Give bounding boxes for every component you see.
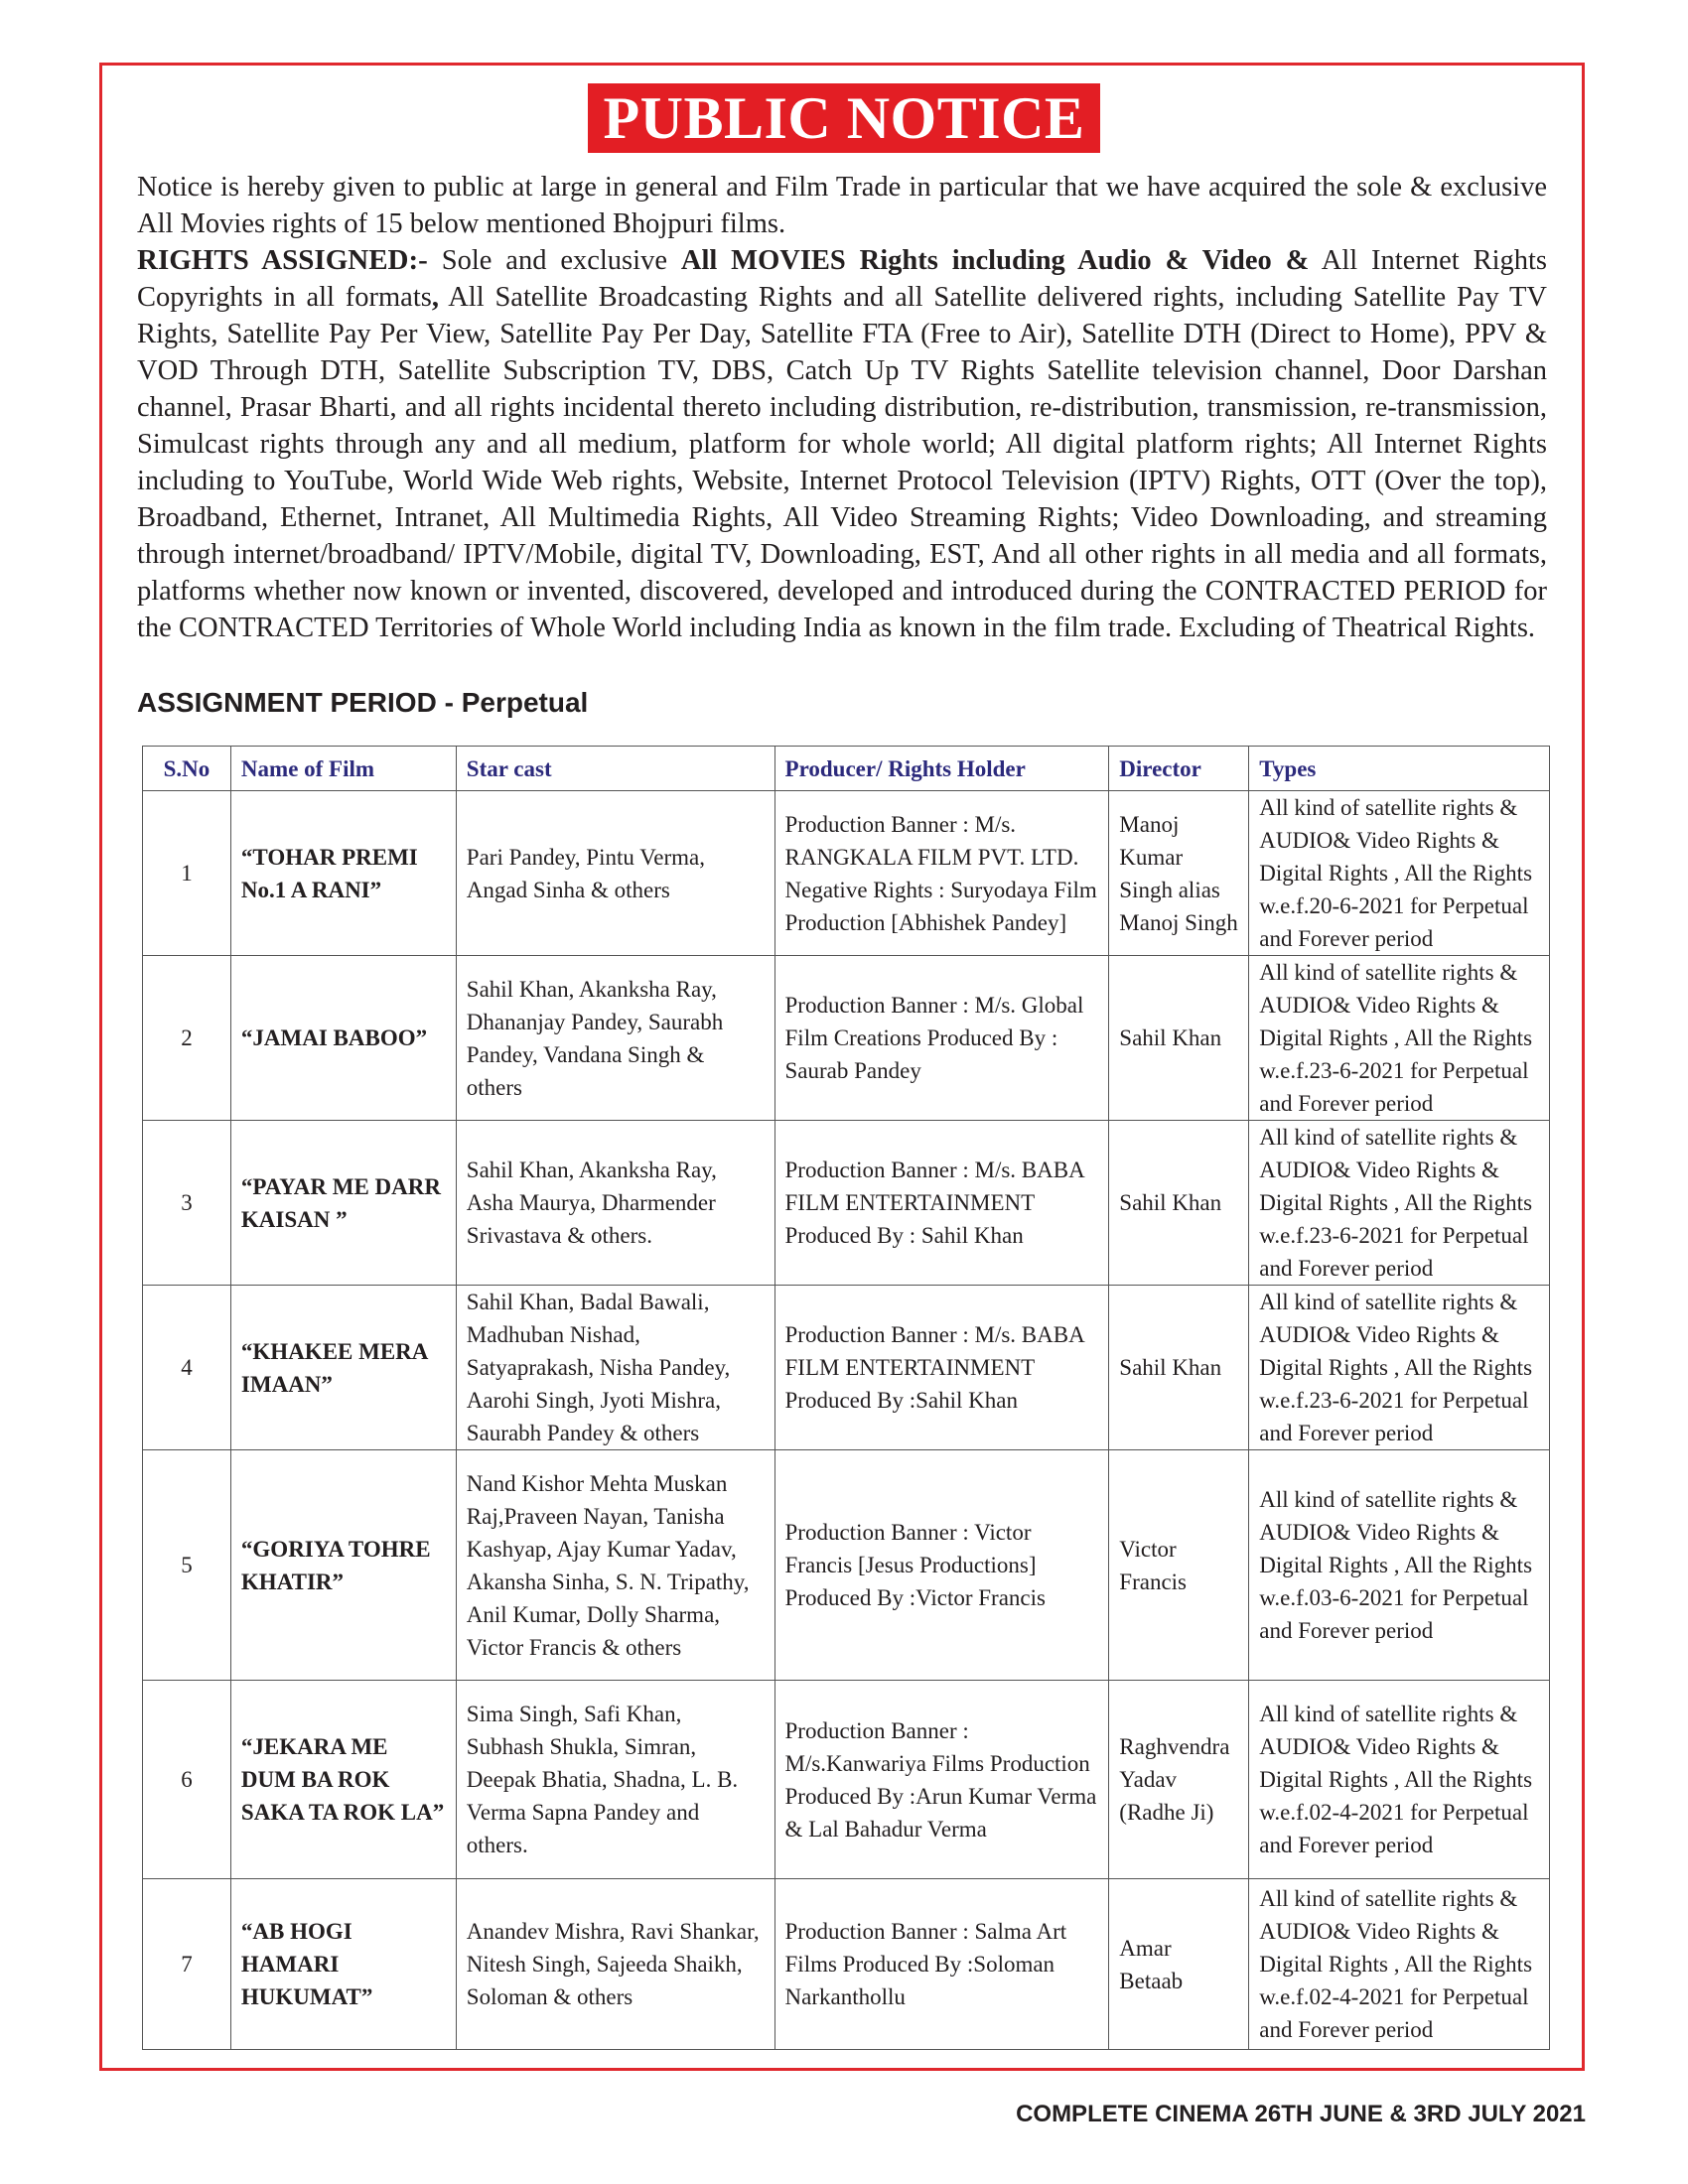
- cell-cast: Pari Pandey, Pintu Verma, Angad Sinha & others: [456, 791, 774, 956]
- publication-footer: COMPLETE CINEMA 26TH JUNE & 3RD JULY 2021: [1016, 2101, 1586, 2127]
- notice-title: PUBLIC NOTICE: [588, 83, 1101, 153]
- cell-types: All kind of satellite rights & AUDIO& Video Rights & Digital Rights , All the Rights w.e.f.20-6-2021 for Perpetual and Forever period: [1249, 791, 1550, 956]
- header-director: Director: [1109, 747, 1249, 791]
- rights-text-1: Sole and exclusive: [441, 245, 667, 276]
- cell-film: “GORIYA TOHRE KHATIR”: [230, 1450, 456, 1681]
- cell-types: All kind of satellite rights & AUDIO& Video Rights & Digital Rights , All the Rights w.e.f.02-4-2021 for Perpetual and Forever period: [1249, 1879, 1550, 2050]
- films-table: [142, 746, 1550, 2050]
- header-types: Types: [1249, 747, 1550, 791]
- cell-film: “AB HOGI HAMARI HUKUMAT”: [230, 1879, 456, 2050]
- cell-director: Amar Betaab: [1109, 1879, 1249, 2050]
- rights-label: RIGHTS ASSIGNED:-: [137, 244, 428, 276]
- cell-film: “JEKARA ME DUM BA ROK SAKA TA ROK LA”: [230, 1681, 456, 1879]
- cell-producer: Production Banner : Salma Art Films Produced By :Soloman Narkanthollu: [774, 1879, 1109, 2050]
- cell-cast: Sahil Khan, Akanksha Ray, Dhananjay Pandey, Saurabh Pandey, Vandana Singh & others: [456, 956, 774, 1121]
- cell-director: Raghvendra Yadav (Radhe Ji): [1109, 1681, 1249, 1879]
- cell-producer: Production Banner : M/s. Global Film Creations Produced By : Saurab Pandey: [774, 956, 1109, 1121]
- cell-sno: 1: [143, 791, 231, 956]
- cell-sno: 6: [143, 1681, 231, 1879]
- cell-sno: 5: [143, 1450, 231, 1681]
- cell-producer: Production Banner : Victor Francis [Jesus Productions] Produced By :Victor Francis: [774, 1450, 1109, 1681]
- cell-cast: Sahil Khan, Akanksha Ray, Asha Maurya, Dharmender Srivastava & others.: [456, 1121, 774, 1286]
- cell-producer: Production Banner : M/s. RANGKALA FILM PVT. LTD. Negative Rights : Suryodaya Film Production [Abhishek Pandey]: [774, 791, 1109, 956]
- title-container: [0, 83, 1688, 153]
- cell-sno: 7: [143, 1879, 231, 2050]
- intro-paragraph: Notice is hereby given to public at large in general and Film Trade in particular that we have acquired the sole & exclusive All Movies rights of 15 below mentioned Bhojpuri films.: [137, 172, 1547, 239]
- cell-director: Manoj Kumar Singh alias Manoj Singh: [1109, 791, 1249, 956]
- cell-producer: Production Banner : M/s. BABA FILM ENTERTAINMENT Produced By : Sahil Khan: [774, 1121, 1109, 1286]
- cell-film: “TOHAR PREMI No.1 A RANI”: [230, 791, 456, 956]
- header-cast: Star cast: [456, 747, 774, 791]
- cell-cast: Sahil Khan, Badal Bawali, Madhuban Nishad, Satyaprakash, Nisha Pandey, Aarohi Singh, Jyoti Mishra, Saurabh Pandey & others: [456, 1286, 774, 1450]
- cell-cast: Sima Singh, Safi Khan, Subhash Shukla, Simran, Deepak Bhatia, Shadna, L. B. Verma Sapna Pandey and others.: [456, 1681, 774, 1879]
- cell-types: All kind of satellite rights & AUDIO& Video Rights & Digital Rights , All the Rights w.e.f.23-6-2021 for Perpetual and Forever period: [1249, 1286, 1550, 1450]
- cell-types: All kind of satellite rights & AUDIO& Video Rights & Digital Rights , All the Rights w.e.f.03-6-2021 for Perpetual and Forever period: [1249, 1450, 1550, 1681]
- cell-types: All kind of satellite rights & AUDIO& Video Rights & Digital Rights , All the Rights w.e.f.02-4-2021 for Perpetual and Forever period: [1249, 1681, 1550, 1879]
- table-row: [143, 1121, 1550, 1286]
- table-row: [143, 1681, 1550, 1879]
- cell-film: “KHAKEE MERA IMAAN”: [230, 1286, 456, 1450]
- cell-sno: 3: [143, 1121, 231, 1286]
- cell-cast: Anandev Mishra, Ravi Shankar, Nitesh Singh, Sajeeda Shaikh, Soloman & others: [456, 1879, 774, 2050]
- rights-paragraph: RIGHTS ASSIGNED:- Sole and exclusive All MOVIES Rights including Audio & Video & All Internet Rights Copyrights in all formats, All Satellite Broadcasting Rights and all Satellite delivered rights, including Satellite Pay TV Rights, Satellite Pay Per View, Satellite Pay Per Day, Satellite FTA (Free to Air), Satellite DTH (Direct to Home), PPV & VOD Through DTH, Satellite Subscription TV, DBS, Catch Up TV Rights Satellite television channel, Door Darshan channel, Prasar Bharti, and all rights incidental thereto including distribution, re-distribution, transmission, re-transmission, Simulcast rights through any and all medium, platform for whole world; All digital platform rights; All Internet Rights including to YouTube, World Wide Web rights, Website, Internet Protocol Television (IPTV) Rights, OTT (Over the top), Broadband, Ethernet, Intranet, All Multimedia Rights, All Video Streaming Rights; Video Downloading, and streaming through internet/broadband/ IPTV/Mobile, digital TV, Downloading, EST, And all other rights in all media and all formats, platforms whether now known or invented, discovered, developed and introduced during the CONTRACTED PERIOD for the CONTRACTED Territories of Whole World including India as known in the film trade. Excluding of Theatrical Rights.: [137, 244, 1548, 643]
- header-sno: S.No: [143, 747, 231, 791]
- cell-cast: Nand Kishor Mehta Muskan Raj,Praveen Nayan, Tanisha Kashyap, Ajay Kumar Yadav, Akansha Sinha, S. N. Tripathy, Anil Kumar, Dolly Sharma, Victor Francis & others: [456, 1450, 774, 1681]
- rights-text-2: All Internet Rights Copyrights in all formats: [137, 245, 1548, 313]
- rights-bold-text: All MOVIES Rights including Audio & Video &: [680, 245, 1310, 276]
- rights-text-3: All Satellite Broadcasting Rights and all Satellite delivered rights, including Satellite Pay TV Rights, Satellite Pay Per View, Satellite Pay Per Day, Satellite FTA (Free to Air), Satellite DTH (Direct to Home), PPV & VOD Through DTH, Satellite Subscription TV, DBS, Catch Up TV Rights Satellite television channel, Door Darshan channel, Prasar Bharti, and all rights incidental thereto including distribution, re-distribution, transmission, re-transmission, Simulcast rights through any and all medium, platform for whole world; All digital platform rights; All Internet Rights including to YouTube, World Wide Web rights, Website, Internet Protocol Television (IPTV) Rights, OTT (Over the top), Broadband, Ethernet, Intranet, All Multimedia Rights, All Video Streaming Rights; Video Downloading, and streaming through internet/broadband/ IPTV/Mobile, digital TV, Downloading, EST, And all other rights in all media and all formats, platforms whether now known or invented, discovered, developed and introduced during the CONTRACTED PERIOD for the CONTRACTED Territories of Whole World including India as known in the film trade. Excluding of Theatrical Rights.: [137, 282, 1547, 643]
- cell-director: Victor Francis: [1109, 1450, 1249, 1681]
- notice-body: [137, 169, 1547, 646]
- cell-director: Sahil Khan: [1109, 1286, 1249, 1450]
- cell-director: Sahil Khan: [1109, 1121, 1249, 1286]
- table-header-row: [143, 747, 1550, 791]
- cell-sno: 4: [143, 1286, 231, 1450]
- table-row: [143, 1286, 1550, 1450]
- cell-producer: Production Banner : M/s.Kanwariya Films Production Produced By :Arun Kumar Verma & Lal Bahadur Verma: [774, 1681, 1109, 1879]
- table-row: [143, 791, 1550, 956]
- header-producer: Producer/ Rights Holder: [774, 747, 1109, 791]
- cell-types: All kind of satellite rights & AUDIO& Video Rights & Digital Rights , All the Rights w.e.f.23-6-2021 for Perpetual and Forever period: [1249, 1121, 1550, 1286]
- table-row: [143, 1450, 1550, 1681]
- header-film: Name of Film: [230, 747, 456, 791]
- assignment-period: ASSIGNMENT PERIOD - Perpetual: [137, 687, 589, 718]
- cell-sno: 2: [143, 956, 231, 1121]
- cell-director: Sahil Khan: [1109, 956, 1249, 1121]
- cell-film: “PAYAR ME DARR KAISAN ”: [230, 1121, 456, 1286]
- cell-film: “JAMAI BABOO”: [230, 956, 456, 1121]
- table-row: [143, 956, 1550, 1121]
- table-row: [143, 1879, 1550, 2050]
- cell-producer: Production Banner : M/s. BABA FILM ENTERTAINMENT Produced By :Sahil Khan: [774, 1286, 1109, 1450]
- cell-types: All kind of satellite rights & AUDIO& Video Rights & Digital Rights , All the Rights w.e.f.23-6-2021 for Perpetual and Forever period: [1249, 956, 1550, 1121]
